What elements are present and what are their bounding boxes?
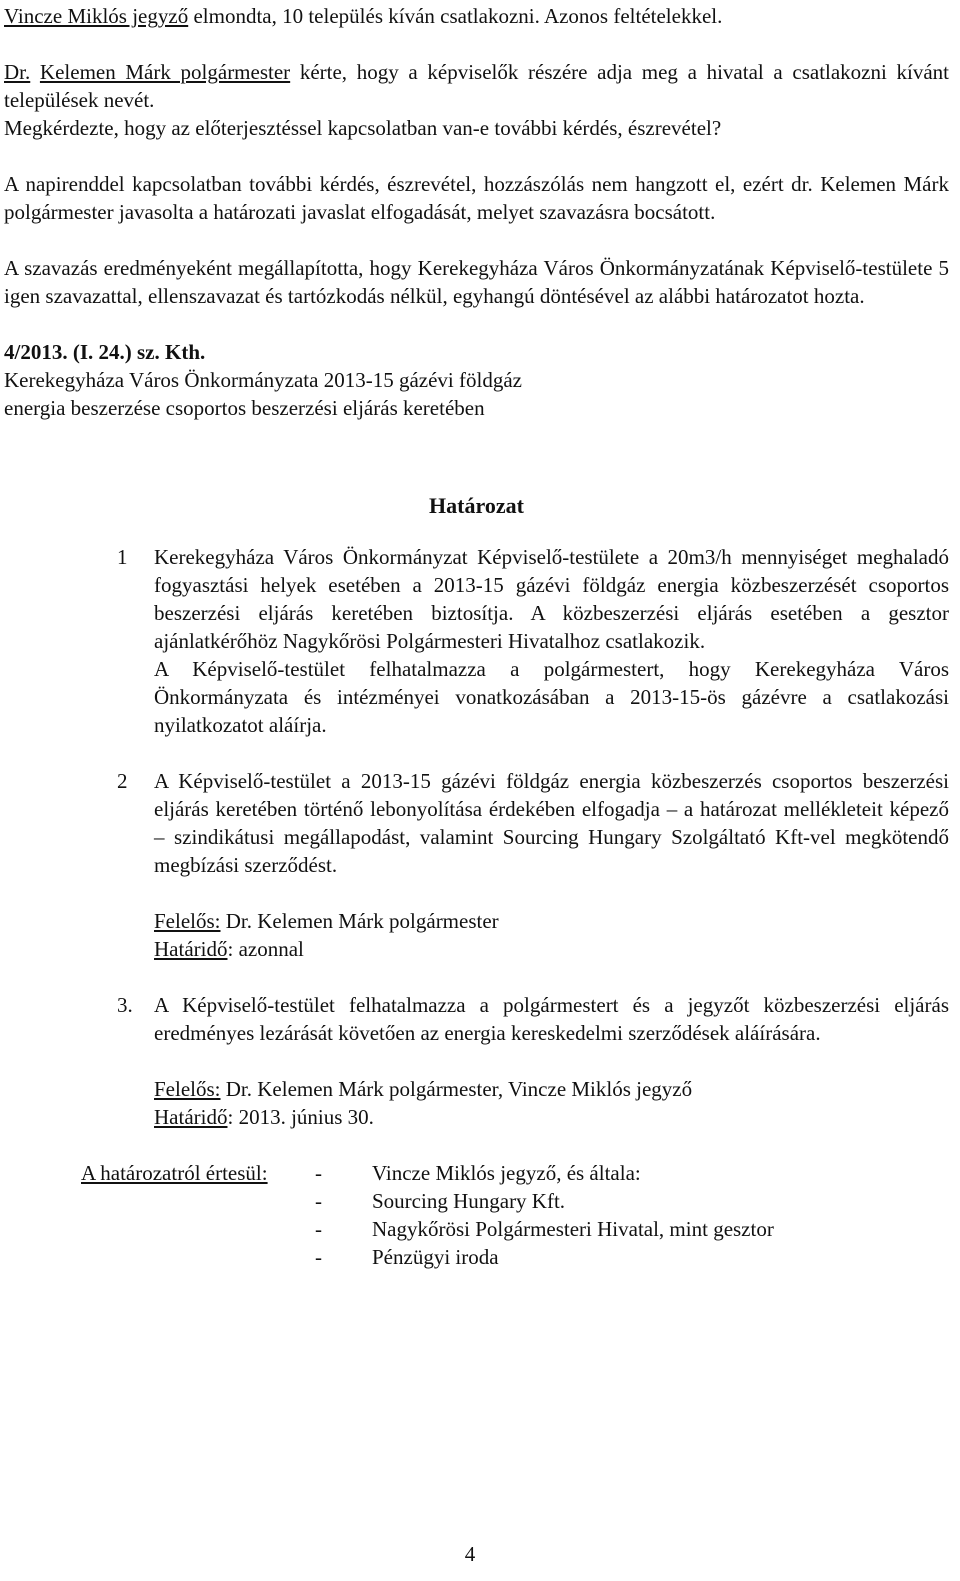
recipient: Nagykőrösi Polgármesteri Hivatal, mint gesztor — [372, 1217, 774, 1241]
item-text: A Képviselő-testület felhatalmazza a polgármestert és a jegyzőt közbeszerzési eljárás eredményes lezárását követően az energia kereskedelmi szerződések aláírására. — [154, 993, 949, 1045]
resolution-heading: Határozat — [429, 493, 524, 518]
item3-deadline — [4, 1103, 949, 1131]
list-dash: - — [315, 1245, 322, 1269]
item2-deadline — [4, 935, 949, 963]
deadline-value: : 2013. június 30. — [227, 1105, 374, 1129]
notification-row — [4, 1187, 949, 1215]
resolution-number: 4/2013. (I. 24.) sz. Kth. — [4, 340, 206, 364]
item-text: A Képviselő-testület a 2013-15 gázévi földgáz energia közbeszerzés csoportos beszerzési eljárás keretében történő lebonyolítása érdekében elfogadja – a határozat mellékleteit képező – szindikátusi megállapodást, valamint Sourcing Hungary Szolgáltató Kft-vel megkötendő megbízási szerződést. — [154, 769, 949, 877]
paragraph-question: Megkérdezte, hogy az előterjesztéssel kapcsolatban van-e további kérdés, észrevétel? — [4, 116, 722, 140]
notification-label: A határozatról értesül: — [81, 1161, 268, 1185]
mayor-name: Kelemen Márk polgármester — [39, 60, 291, 84]
space — [30, 60, 40, 84]
notification-row — [4, 1159, 949, 1187]
list-dash: - — [315, 1161, 322, 1185]
deadline-label: Határidő — [154, 1105, 228, 1129]
item-number: 3. — [117, 993, 133, 1017]
list-dash: - — [315, 1189, 322, 1213]
item-number: 2 — [117, 769, 128, 793]
recipient: Vincze Miklós jegyző, és általa: — [372, 1161, 641, 1185]
title-prefix: Dr. — [4, 60, 31, 84]
document-page — [4, 2, 949, 1271]
statement-text: elmondta, 10 település kíván csatlakozni. Azonos feltételekkel. — [188, 4, 723, 28]
item3-responsible — [4, 1075, 949, 1103]
paragraph-no-comments: A napirenddel kapcsolatban további kérdés, észrevétel, hozzászólás nem hangzott el, ezért dr. Kelemen Márk polgármester javasolta a határozati javaslat elfogadását, melyet szavazásra bocsátott. — [4, 172, 949, 224]
recipient: Sourcing Hungary Kft. — [372, 1189, 566, 1213]
resolution-item-1 — [4, 543, 949, 739]
responsible-value: Dr. Kelemen Márk polgármester — [220, 909, 499, 933]
page-number: 4 — [464, 1542, 476, 1566]
notification-list — [4, 1159, 949, 1271]
paragraph-vote-result: A szavazás eredményeként megállapította, hogy Kerekegyháza Város Önkormányzatának Képviselő-testülete 5 igen szavazattal, ellenszavazat és tartózkodás nélkül, egyhangú döntésével az alábbi határozatot hozta. — [4, 256, 949, 308]
responsible-label: Felelős: — [154, 1077, 221, 1101]
paragraph-jegyzo-statement — [4, 2, 949, 30]
paragraph-mayor-request — [4, 58, 949, 114]
resolution-subject-line2: energia beszerzése csoportos beszerzési eljárás keretében — [4, 396, 485, 420]
notification-row — [4, 1243, 949, 1271]
resolution-item-3 — [4, 991, 949, 1047]
request-text: kérte, hogy a képviselők részére adja meg a hivatal a csatlakozni kívánt települések nevét. — [4, 60, 949, 112]
responsible-label: Felelős: — [154, 909, 221, 933]
item-text-authorization: A Képviselő-testület felhatalmazza a polgármestert, hogy Kerekegyháza Város Önkormányzata és intézményei vonatkozásában a 2013-15-ös gázévre a csatlakozási nyilatkozatot aláírja. — [154, 657, 949, 737]
deadline-value: : azonnal — [227, 937, 304, 961]
item-text: Kerekegyháza Város Önkormányzat Képviselő-testülete a 20m3/h mennyiséget meghaladó fogyasztási helyek esetében a 2013-15 gázévi földgáz energia közbeszerzését csoportos beszerzési eljárás keretében biztosítja. A közbeszerzési eljárás esetében a gesztor ajánlatkérőhöz Nagykőrösi Polgármesteri Hivatalhoz csatlakozik. — [154, 545, 949, 653]
resolution-subject-line1: Kerekegyháza Város Önkormányzata 2013-15 gázévi földgáz — [4, 368, 522, 392]
speaker-name: Vincze Miklós jegyző — [4, 4, 189, 28]
deadline-label: Határidő — [154, 937, 228, 961]
item-number: 1 — [117, 545, 128, 569]
recipient: Pénzügyi iroda — [372, 1245, 499, 1269]
resolution-item-2 — [4, 767, 949, 879]
notification-row — [4, 1215, 949, 1243]
item2-responsible — [4, 907, 949, 935]
responsible-value: Dr. Kelemen Márk polgármester, Vincze Miklós jegyző — [220, 1077, 693, 1101]
list-dash: - — [315, 1217, 322, 1241]
